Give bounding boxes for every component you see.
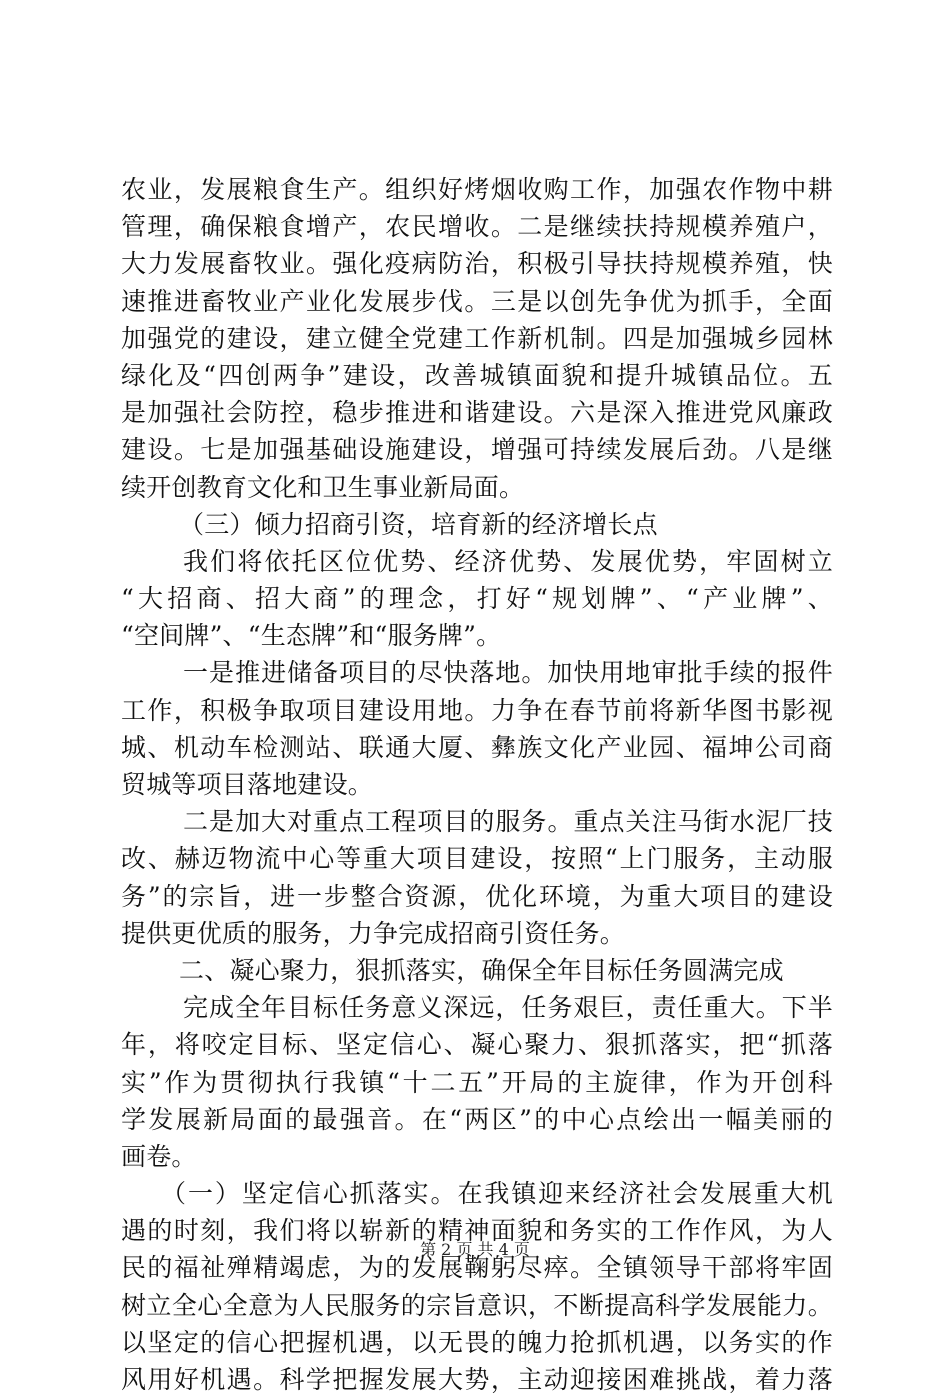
body-line-32: 以坚定的信心把握机遇，以无畏的魄力抢抓机遇，以务实的作: [121, 1327, 833, 1357]
body-line-9: 续开创教育文化和卫生事业新局面。: [121, 472, 525, 502]
body-line-14: 一是推进储备项目的尽快落地。加快用地审批手续的报件: [183, 658, 833, 688]
body-line-25: 实”作为贯彻执行我镇“十二五”开局的主旋律，作为开创科: [121, 1067, 833, 1097]
body-line-31: 树立全心全意为人民服务的宗旨意识，不断提高科学发展能力。: [121, 1290, 833, 1320]
body-line-26: 学发展新局面的最强音。在“两区”的中心点绘出一幅美丽的: [121, 1104, 833, 1134]
body-line-17: 贸城等项目落地建设。: [121, 770, 374, 799]
body-line-21: 提供更优质的服务，力争完成招商引资任务。: [121, 918, 626, 948]
section-heading-3: （三）倾力招商引资，培育新的经济增长点: [179, 509, 658, 539]
body-line-8: 建设。七是加强基础设施建设，增强可持续发展后劲。八是继: [121, 435, 833, 465]
document-body: [121, 171, 833, 1398]
body-line-2: 管理，确保粮食增产，农民增收。二是继续扶持规模养殖户，: [121, 212, 833, 242]
body-line-5: 加强党的建设，建立健全党建工作新机制。四是加强城乡园林: [121, 323, 833, 353]
page-footer: 第 2 页 共 4 页: [420, 1240, 530, 1259]
section-heading-2: 二、凝心聚力，狠抓落实，确保全年目标任务圆满完成: [179, 955, 784, 985]
body-line-20: 务”的宗旨，进一步整合资源，优化环境，为重大项目的建设: [121, 881, 833, 911]
body-line-28: （一）坚定信心抓落实。在我镇迎来经济社会发展重大机: [161, 1179, 833, 1209]
body-line-6: 绿化及“四创两争”建设，改善城镇面貌和提升城镇品位。五: [121, 360, 833, 390]
body-line-4: 速推进畜牧业产业化发展步伐。三是以创先争优为抓手，全面: [121, 286, 833, 316]
body-line-3: 大力发展畜牧业。强化疫病防治，积极引导扶持规模养殖，快: [121, 249, 833, 279]
body-line-12: “大招商、招大商”的理念，打好“规划牌”、“产业牌”、: [121, 584, 833, 614]
body-line-19: 改、赫迈物流中心等重大项目建设，按照“上门服务，主动服: [121, 844, 833, 874]
body-line-24: 年，将咬定目标、坚定信心、凝心聚力、狠抓落实，把“抓落: [121, 1030, 833, 1060]
body-line-23: 完成全年目标任务意义深远，任务艰巨，责任重大。下半: [183, 993, 833, 1023]
body-line-27: 画卷。: [121, 1141, 197, 1171]
body-line-11: 我们将依托区位优势、经济优势、发展优势，牢固树立: [183, 546, 833, 576]
body-line-30: 民的福祉殚精竭虑，为的发展鞠躬尽瘁。全镇领导干部将牢固: [121, 1253, 833, 1283]
body-line-18: 二是加大对重点工程项目的服务。重点关注马街水泥厂技: [183, 807, 833, 837]
body-line-16: 城、机动车检测站、联通大厦、彝族文化产业园、福坤公司商: [121, 732, 833, 762]
body-line-13: “空间牌”、“生态牌”和“服务牌”。: [121, 621, 502, 651]
body-line-7: 是加强社会防控，稳步推进和谐建设。六是深入推进党风廉政: [121, 398, 833, 428]
body-line-15: 工作，积极争取项目建设用地。力争在春节前将新华图书影视: [121, 695, 833, 725]
body-line-1: 农业，发展粮食生产。组织好烤烟收购工作，加强农作物中耕: [121, 175, 833, 204]
body-line-29: 遇的时刻，我们将以崭新的精神面貌和务实的工作作风，为人: [121, 1216, 833, 1246]
body-line-33: 风用好机遇。科学把握发展大势，主动迎接困难挑战，着力落: [121, 1365, 833, 1394]
